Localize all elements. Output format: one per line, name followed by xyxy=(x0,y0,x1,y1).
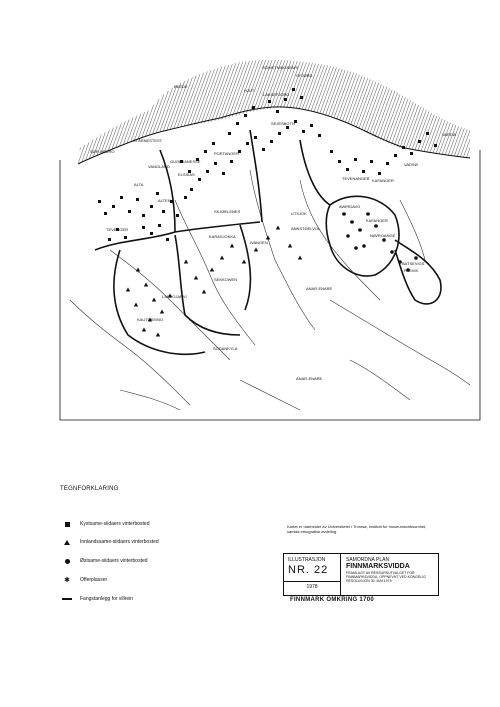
place-label: STÅRNESTEST xyxy=(133,138,163,143)
map-title: FINNMARK OMKRING 1700 xyxy=(290,597,374,603)
settlement-triangle xyxy=(156,333,160,337)
place-label: KAFANGER xyxy=(372,178,394,183)
place-label: BEEDE xyxy=(174,84,188,89)
settlement-square xyxy=(214,162,217,165)
settlement-square xyxy=(98,200,101,203)
place-label: LAPPOJARVI xyxy=(162,294,187,299)
settlement-square xyxy=(162,210,165,213)
illustration-number: NR. 22 xyxy=(288,564,329,576)
place-label: PASVIK xyxy=(404,268,419,273)
settlement-square xyxy=(278,132,281,135)
settlement-triangle xyxy=(210,268,214,272)
illustration-number-cell xyxy=(284,554,341,595)
settlement-circle xyxy=(350,220,354,224)
place-label: AWIRDAVG xyxy=(339,204,361,209)
place-label: SCHIETNINGSEMS xyxy=(262,65,299,70)
settlement-triangle xyxy=(254,248,258,252)
circle-icon xyxy=(65,559,70,564)
settlement-square xyxy=(292,88,295,91)
legend-item-innlandssame xyxy=(60,539,159,545)
settlement-square xyxy=(426,132,429,135)
legend-label: Offerplasser xyxy=(80,577,108,583)
settlement-square xyxy=(184,196,187,199)
settlement-square xyxy=(150,205,153,208)
settlement-triangle xyxy=(230,244,234,248)
place-label: SKJØELENES xyxy=(214,209,241,214)
settlement-circle xyxy=(362,244,366,248)
place-label: SEKKOWEN xyxy=(214,277,238,282)
legend-label: Kystsame-siidaers vinterbosted xyxy=(80,521,150,527)
legend-item-fangstanlegg xyxy=(60,596,133,602)
settlement-square xyxy=(370,160,373,163)
title-block xyxy=(283,553,439,596)
legend-item-ostsame xyxy=(60,558,148,564)
place-label: ALTA xyxy=(134,182,144,187)
place-label: PORTANGER xyxy=(214,151,239,156)
settlement-square xyxy=(150,232,153,235)
place-label: KAUTOKEINO xyxy=(137,317,164,322)
settlement-triangle xyxy=(136,268,140,272)
legend-title: TEGNFORKLARING xyxy=(60,486,119,492)
place-label: TEVENANGER xyxy=(342,176,370,181)
settlement-square xyxy=(268,100,271,103)
settlement-circle xyxy=(346,234,350,238)
settlement-square xyxy=(378,172,381,175)
settlement-square xyxy=(124,236,127,239)
place-label: BATSEVIGS xyxy=(402,261,425,266)
settlement-circle xyxy=(358,228,362,232)
settlement-circle xyxy=(374,224,378,228)
settlement-square xyxy=(338,160,341,163)
settlement-circle xyxy=(366,212,370,216)
settlement-circle xyxy=(382,238,386,242)
settlement-square xyxy=(410,152,413,155)
place-label: SØR-HEDRO xyxy=(90,149,115,154)
settlement-square xyxy=(190,188,193,191)
place-label: UTSJOK xyxy=(291,211,307,216)
settlement-triangle xyxy=(160,310,164,314)
settlement-triangle xyxy=(126,288,130,292)
settlement-triangle xyxy=(288,244,292,248)
settlement-triangle xyxy=(142,328,146,332)
settlement-square xyxy=(434,144,437,147)
legend-label: Fangstanlegg for villrein xyxy=(80,596,134,602)
settlement-triangle xyxy=(184,260,188,264)
settlement-square xyxy=(104,212,107,215)
place-label: ALTEN xyxy=(158,198,171,203)
settlement-square xyxy=(386,162,389,165)
settlement-square xyxy=(198,178,201,181)
settlement-square xyxy=(112,205,115,208)
place-label: KAFANGER xyxy=(366,218,388,223)
plan-cell xyxy=(346,557,436,583)
settlement-square xyxy=(254,136,257,139)
settlement-square xyxy=(302,130,305,133)
settlement-square xyxy=(244,114,247,117)
settlement-square xyxy=(284,98,287,101)
place-label: ANAR-ENARE xyxy=(306,286,333,291)
settlement-square xyxy=(142,226,145,229)
settlement-square xyxy=(246,142,249,145)
map-credit: Kartet er utarbeidet av Universitetet i Tromsø, Institutt for museumsvirksomhet, samisk etnografisk avdeling. xyxy=(287,524,427,534)
settlement-square xyxy=(262,148,265,151)
settlement-square xyxy=(418,140,421,143)
settlement-square xyxy=(394,154,397,157)
settlement-square xyxy=(276,110,279,113)
line-icon xyxy=(62,598,72,600)
settlement-square xyxy=(318,134,321,137)
place-label: KARASJOKKA xyxy=(209,234,236,239)
place-label: ANNSTØELVOL xyxy=(291,226,321,231)
settlement-triangle xyxy=(242,260,246,264)
settlement-triangle xyxy=(266,236,270,240)
settlement-square xyxy=(212,142,215,145)
settlement-triangle xyxy=(194,276,198,280)
settlement-square xyxy=(156,192,159,195)
settlement-square xyxy=(330,150,333,153)
settlement-circle xyxy=(390,250,394,254)
place-label: GUOLDANESSE xyxy=(170,159,201,164)
star-icon: ✱ xyxy=(64,576,70,584)
settlement-square xyxy=(136,198,139,201)
settlement-square xyxy=(204,150,207,153)
settlement-square xyxy=(346,168,349,171)
place-label: HJUT xyxy=(244,88,255,93)
settlement-square xyxy=(270,140,273,143)
plan-line: SAMORDNA PLAN xyxy=(346,557,390,563)
legend-item-offerplasser xyxy=(60,577,107,583)
place-label: OFJØRD xyxy=(296,73,313,78)
place-label: SODANKYLÄ xyxy=(213,346,238,351)
settlement-square xyxy=(286,126,289,129)
settlement-square xyxy=(310,124,313,127)
settlement-square xyxy=(354,158,357,161)
place-label: SEJESBOTN xyxy=(271,121,295,126)
legend-label: Østsame-siidaers vinterbosted xyxy=(80,558,148,564)
settlement-square xyxy=(300,96,303,99)
settlement-triangle xyxy=(134,303,138,307)
settlement-square xyxy=(108,238,111,241)
illustration-label: ILLUSTRASJON xyxy=(288,557,326,563)
settlement-square xyxy=(206,170,209,173)
settlement-triangle xyxy=(298,256,302,260)
settlement-square xyxy=(176,214,179,217)
settlement-triangle xyxy=(276,226,280,230)
place-label: NAVROANGE xyxy=(370,233,396,238)
settlement-square xyxy=(120,196,123,199)
place-label: ELSSIAS xyxy=(178,172,195,177)
settlement-triangle xyxy=(202,290,206,294)
settlement-square xyxy=(158,224,161,227)
settlement-square xyxy=(236,122,239,125)
settlement-square xyxy=(128,210,131,213)
settlement-square xyxy=(362,170,365,173)
map-sheet-edge xyxy=(60,150,480,420)
place-label: LAKSEFJORD xyxy=(263,92,290,97)
settlement-square xyxy=(222,172,225,175)
place-label: ANAR-ENARE xyxy=(296,376,323,381)
settlement-square xyxy=(166,238,169,241)
plan-note: FRAMLAGT AV RESSURSUTVALGET FOR FINNMARKSVIDDA, OPPNEVNT VED KONGELIG RESOLUSJON 30. MAI 1975 xyxy=(346,571,426,583)
square-icon xyxy=(65,522,70,527)
legend-label: Innlandssame-siidaers vinterbosted xyxy=(80,539,159,545)
sea-hatched xyxy=(78,60,470,164)
settlement-triangle xyxy=(152,298,156,302)
settlement-triangle xyxy=(220,256,224,260)
legend-item-kystsame xyxy=(60,521,149,527)
settlement-square xyxy=(252,106,255,109)
settlement-square xyxy=(402,146,405,149)
place-label: VADSØ xyxy=(404,162,418,167)
plan-title: FINNMARKSVIDDA xyxy=(346,563,410,570)
settlement-square xyxy=(228,132,231,135)
place-label: VANGLAND xyxy=(148,164,170,169)
settlement-circle xyxy=(342,212,346,216)
settlement-triangle xyxy=(144,283,148,287)
place-label: IVANGEN xyxy=(250,240,268,245)
year: 1978 xyxy=(284,581,340,590)
settlement-circle xyxy=(414,256,418,260)
triangle-icon xyxy=(64,540,70,545)
place-label: VARDØ xyxy=(442,132,456,137)
settlement-circle xyxy=(354,246,358,250)
settlement-square xyxy=(142,214,145,217)
place-label: TEVENGER xyxy=(106,227,129,232)
settlement-square xyxy=(230,160,233,163)
